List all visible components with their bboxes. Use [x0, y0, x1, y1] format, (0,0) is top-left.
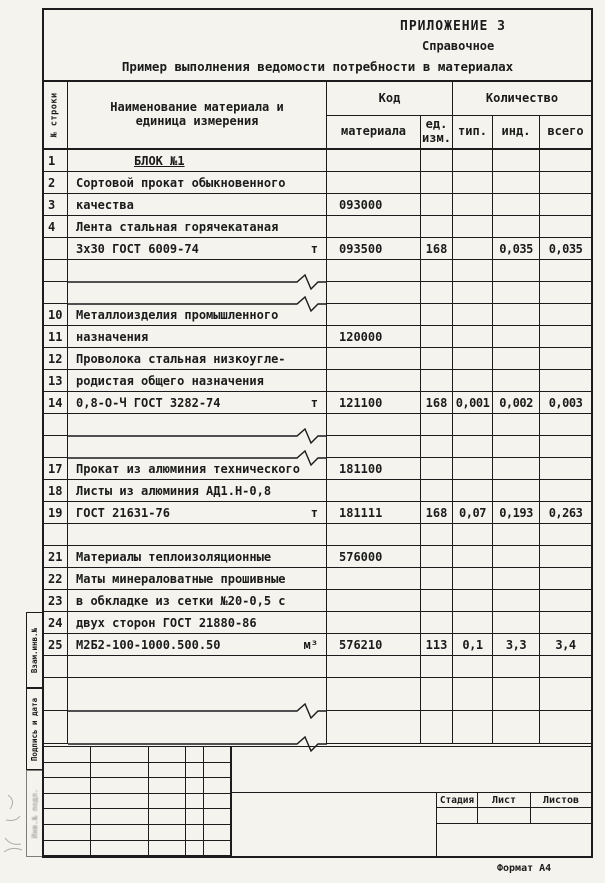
stamp-grid-cell — [149, 825, 186, 841]
stamp-grid-cell — [186, 794, 204, 810]
stamp-grid-cell — [44, 763, 91, 779]
scan-noise-marks — [2, 790, 28, 860]
unit-code-cell: 113 — [421, 634, 453, 656]
material-code-cell — [327, 216, 421, 238]
column-header-row-number: № строки — [44, 82, 68, 150]
qty-typical-cell — [453, 678, 493, 711]
stamp-stage-header: Стадия — [436, 792, 478, 808]
qty-total-cell — [540, 282, 591, 304]
row-number-cell: 23 — [44, 590, 68, 612]
qty-typical-cell — [453, 216, 493, 238]
stamp-grid-cell — [204, 794, 231, 810]
qty-total-cell — [540, 711, 591, 744]
material-code-cell: 181111 — [327, 502, 421, 524]
qty-total-cell — [540, 590, 591, 612]
material-code-cell: 120000 — [327, 326, 421, 348]
row-number-cell: 24 — [44, 612, 68, 634]
table-break-mark — [68, 414, 327, 436]
stamp-grid-cell — [149, 778, 186, 794]
qty-individual-cell — [493, 282, 540, 304]
material-name-cell — [68, 392, 327, 414]
material-name-cell — [68, 524, 327, 546]
material-name-cell — [68, 656, 327, 678]
qty-typical-cell — [453, 524, 493, 546]
unit-code-cell — [421, 590, 453, 612]
material-name-cell — [68, 568, 327, 590]
material-name-text: 3х30 ГОСТ 6009-74 — [76, 241, 199, 256]
qty-total-cell — [540, 348, 591, 370]
qty-individual-cell — [493, 480, 540, 502]
material-name-text: Сортовой прокат обыкновенного — [76, 175, 286, 190]
stamp-grid-cell — [44, 809, 91, 825]
unit-code-cell — [421, 304, 453, 326]
unit-code-cell: 168 — [421, 392, 453, 414]
material-name-cell — [68, 348, 327, 370]
table-break-mark — [68, 678, 327, 711]
unit-code-cell: 168 — [421, 502, 453, 524]
stamp-grid-cell — [91, 825, 149, 841]
material-code-cell — [327, 172, 421, 194]
qty-individual-cell — [493, 150, 540, 172]
table-break-mark — [68, 282, 327, 304]
unit-code-cell — [421, 150, 453, 172]
row-number-cell — [44, 436, 68, 458]
column-header-material-code: материала — [327, 116, 421, 150]
row-number-cell — [44, 656, 68, 678]
material-code-cell: 576210 — [327, 634, 421, 656]
stamp-grid-cell — [186, 747, 204, 763]
stamp-grid-cell — [44, 825, 91, 841]
material-name-cell — [68, 612, 327, 634]
unit-code-cell — [421, 612, 453, 634]
unit-code-cell — [421, 546, 453, 568]
qty-total-cell — [540, 546, 591, 568]
unit-code-cell — [421, 656, 453, 678]
qty-total-cell — [540, 480, 591, 502]
qty-typical-cell — [453, 711, 493, 744]
qty-individual-cell — [493, 678, 540, 711]
stamp-grid-cell — [91, 778, 149, 794]
material-code-cell — [327, 260, 421, 282]
document-header — [44, 10, 591, 80]
qty-total-cell — [540, 260, 591, 282]
table-break-mark — [68, 436, 327, 458]
qty-individual-cell — [493, 326, 540, 348]
margin-box-inv-podl — [26, 770, 43, 857]
unit-code-cell — [421, 194, 453, 216]
document-frame — [42, 8, 593, 858]
row-number-cell: 4 — [44, 216, 68, 238]
stamp-grid-cell — [91, 763, 149, 779]
material-name-text: 0,8-О-Ч ГОСТ 3282-74 — [76, 395, 221, 410]
stamp-grid-cell — [149, 763, 186, 779]
qty-total-cell — [540, 304, 591, 326]
qty-individual-cell — [493, 458, 540, 480]
stamp-grid-cell — [204, 778, 231, 794]
unit-code-cell — [421, 326, 453, 348]
row-number-cell — [44, 524, 68, 546]
material-name-text: М2Б2-100-1000.500.50 — [76, 637, 221, 652]
column-header-individual: инд. — [493, 116, 540, 150]
material-code-cell — [327, 678, 421, 711]
qty-typical-cell — [453, 260, 493, 282]
format-note: Формат А4 — [497, 863, 552, 874]
material-code-cell — [327, 370, 421, 392]
unit-code-cell: 168 — [421, 238, 453, 260]
unit-code-cell — [421, 216, 453, 238]
qty-typical-cell: 0,1 — [453, 634, 493, 656]
material-name-cell — [68, 150, 327, 172]
materials-table — [44, 80, 591, 744]
stamp-grid-cell — [44, 841, 91, 857]
material-name-cell — [68, 238, 327, 260]
table-break-mark — [68, 260, 327, 282]
qty-typical-cell — [453, 480, 493, 502]
row-number-cell: 12 — [44, 348, 68, 370]
qty-typical-cell — [453, 370, 493, 392]
stamp-grid-cell — [204, 825, 231, 841]
material-code-cell: 093000 — [327, 194, 421, 216]
unit-code-cell — [421, 458, 453, 480]
material-name-text: родистая общего назначения — [76, 373, 264, 388]
row-number-cell: 3 — [44, 194, 68, 216]
stamp-grid-cell — [44, 747, 91, 763]
material-name-cell — [68, 370, 327, 392]
material-name-cell — [68, 326, 327, 348]
qty-typical-cell — [453, 568, 493, 590]
qty-typical-cell — [453, 172, 493, 194]
material-code-cell — [327, 590, 421, 612]
column-header-unit-code: ед. изм. — [421, 116, 453, 150]
material-code-cell — [327, 436, 421, 458]
qty-individual-cell: 0,193 — [493, 502, 540, 524]
row-number-cell — [44, 238, 68, 260]
material-code-cell — [327, 480, 421, 502]
qty-individual-cell — [493, 711, 540, 744]
margin-label-vzam-inv: Взам.инв.№ — [30, 627, 39, 673]
unit-code-cell — [421, 282, 453, 304]
qty-typical-cell — [453, 458, 493, 480]
stamp-document-cell — [231, 747, 591, 793]
row-number-cell: 10 — [44, 304, 68, 326]
unit-code-cell — [421, 568, 453, 590]
unit-code-cell — [421, 370, 453, 392]
qty-individual-cell: 0,035 — [493, 238, 540, 260]
column-header-material-name: Наименование материала и единица измерения — [68, 82, 327, 150]
material-code-cell: 576000 — [327, 546, 421, 568]
material-name-text: в обкладке из сетки №20-0,5 с — [76, 593, 286, 608]
qty-total-cell — [540, 150, 591, 172]
qty-individual-cell — [493, 590, 540, 612]
qty-total-cell — [540, 370, 591, 392]
qty-total-cell: 0,003 — [540, 392, 591, 414]
qty-total-cell — [540, 678, 591, 711]
material-name-cell — [68, 172, 327, 194]
margin-label-inv-podl: Инв.№ подл. — [30, 788, 40, 839]
stamp-grid-cell — [91, 747, 149, 763]
qty-individual-cell — [493, 370, 540, 392]
stamp-grid-cell — [186, 778, 204, 794]
qty-total-cell — [540, 216, 591, 238]
stamp-grid-cell — [204, 747, 231, 763]
column-header-total: всего — [540, 116, 591, 150]
qty-typical-cell — [453, 436, 493, 458]
row-number-cell: 21 — [44, 546, 68, 568]
unit-code-cell — [421, 414, 453, 436]
qty-total-cell — [540, 436, 591, 458]
material-name-text: назначения — [76, 329, 149, 344]
material-name-text: Металлоизделия промышленного — [76, 307, 279, 322]
qty-individual-cell — [493, 304, 540, 326]
material-name-cell — [68, 216, 327, 238]
qty-typical-cell — [453, 590, 493, 612]
row-number-cell — [44, 260, 68, 282]
material-name-cell — [68, 546, 327, 568]
qty-typical-cell — [453, 150, 493, 172]
column-group-header-code: Код — [327, 82, 453, 116]
material-name-text: Прокат из алюминия технического — [76, 461, 300, 476]
qty-total-cell: 0,035 — [540, 238, 591, 260]
row-number-cell: 19 — [44, 502, 68, 524]
stamp-organization-cell — [436, 823, 591, 857]
material-code-cell — [327, 612, 421, 634]
material-code-cell: 181100 — [327, 458, 421, 480]
material-name-text: двух сторон ГОСТ 21880-86 — [76, 615, 257, 630]
qty-typical-cell: 0,001 — [453, 392, 493, 414]
row-number-cell — [44, 678, 68, 711]
material-name-text: Маты минераловатные прошивные — [76, 571, 286, 586]
material-code-cell: 093500 — [327, 238, 421, 260]
material-name-cell — [68, 480, 327, 502]
material-name-cell — [68, 502, 327, 524]
qty-total-cell — [540, 656, 591, 678]
material-code-cell — [327, 304, 421, 326]
measure-unit-text: т — [310, 241, 318, 256]
appendix-label: ПРИЛОЖЕНИЕ 3 — [400, 19, 506, 34]
qty-typical-cell — [453, 612, 493, 634]
title-block-stamp — [44, 746, 591, 856]
qty-individual-cell: 3,3 — [493, 634, 540, 656]
qty-individual-cell — [493, 260, 540, 282]
qty-typical-cell — [453, 194, 493, 216]
material-code-cell: 121100 — [327, 392, 421, 414]
row-number-cell: 25 — [44, 634, 68, 656]
qty-typical-cell — [453, 546, 493, 568]
stamp-grid-cell — [149, 809, 186, 825]
measure-unit-text: м³ — [303, 637, 318, 652]
stamp-grid-cell — [204, 763, 231, 779]
stamp-grid-cell — [204, 841, 231, 857]
stamp-sheet-value — [477, 807, 531, 824]
row-number-cell: 13 — [44, 370, 68, 392]
measure-unit-text: т — [310, 395, 318, 410]
stamp-grid-cell — [186, 809, 204, 825]
material-code-cell — [327, 524, 421, 546]
stamp-grid-cell — [186, 763, 204, 779]
stamp-grid-cell — [204, 809, 231, 825]
stamp-grid-cell — [44, 794, 91, 810]
qty-individual-cell — [493, 172, 540, 194]
qty-typical-cell — [453, 656, 493, 678]
row-number-cell: 11 — [44, 326, 68, 348]
qty-typical-cell — [453, 238, 493, 260]
material-code-cell — [327, 568, 421, 590]
unit-code-cell — [421, 172, 453, 194]
qty-total-cell — [540, 524, 591, 546]
unit-code-cell — [421, 524, 453, 546]
qty-typical-cell — [453, 282, 493, 304]
stamp-sheet-header: Лист — [477, 792, 531, 808]
stamp-signature-grid — [44, 747, 232, 857]
stamp-sheets-header: Листов — [530, 792, 591, 808]
row-number-cell: 18 — [44, 480, 68, 502]
stamp-grid-cell — [186, 841, 204, 857]
table-break-mark — [68, 711, 327, 744]
stamp-grid-cell — [91, 794, 149, 810]
appendix-subtitle: Справочное — [422, 39, 495, 53]
qty-individual-cell — [493, 524, 540, 546]
row-number-cell: 14 — [44, 392, 68, 414]
margin-box-vzam-inv — [26, 612, 43, 688]
qty-typical-cell — [453, 304, 493, 326]
row-number-cell — [44, 414, 68, 436]
unit-code-cell — [421, 678, 453, 711]
stamp-grid-cell — [44, 778, 91, 794]
qty-total-cell — [540, 326, 591, 348]
stamp-middle-cell — [231, 792, 437, 857]
material-name-text: качества — [76, 197, 134, 212]
row-number-cell — [44, 711, 68, 744]
unit-code-cell — [421, 436, 453, 458]
stamp-grid-cell — [91, 841, 149, 857]
qty-individual-cell — [493, 348, 540, 370]
stamp-grid-cell — [149, 794, 186, 810]
qty-individual-cell — [493, 216, 540, 238]
unit-code-cell — [421, 711, 453, 744]
qty-total-cell — [540, 194, 591, 216]
material-name-text: Материалы теплоизоляционные — [76, 549, 272, 564]
qty-total-cell — [540, 568, 591, 590]
unit-code-cell — [421, 348, 453, 370]
qty-total-cell — [540, 612, 591, 634]
unit-code-cell — [421, 480, 453, 502]
qty-individual-cell — [493, 656, 540, 678]
material-code-cell — [327, 414, 421, 436]
stamp-grid-cell — [91, 809, 149, 825]
qty-individual-cell — [493, 568, 540, 590]
qty-typical-cell: 0,07 — [453, 502, 493, 524]
material-name-text: Лента стальная горячекатаная — [76, 219, 279, 234]
qty-total-cell: 0,263 — [540, 502, 591, 524]
column-header-typical: тип. — [453, 116, 493, 150]
margin-box-podpis-data — [26, 688, 43, 770]
material-name-cell — [68, 194, 327, 216]
row-number-cell: 2 — [44, 172, 68, 194]
material-name-text: ГОСТ 21631-76 — [76, 505, 170, 520]
document-title: Пример выполнения ведомости потребности в материалах — [121, 59, 514, 74]
qty-individual-cell — [493, 546, 540, 568]
column-group-header-quantity: Количество — [453, 82, 591, 116]
material-name-cell — [68, 634, 327, 656]
row-number-cell — [44, 282, 68, 304]
material-code-cell — [327, 711, 421, 744]
stamp-grid-cell — [186, 825, 204, 841]
material-name-cell — [68, 590, 327, 612]
material-name-text: Проволока стальная низкоугле- — [76, 351, 286, 366]
stamp-grid-cell — [149, 747, 186, 763]
material-code-cell — [327, 282, 421, 304]
row-number-cell: 17 — [44, 458, 68, 480]
qty-total-cell — [540, 414, 591, 436]
row-number-cell: 1 — [44, 150, 68, 172]
qty-individual-cell — [493, 194, 540, 216]
row-number-cell: 22 — [44, 568, 68, 590]
unit-code-cell — [421, 260, 453, 282]
qty-typical-cell — [453, 326, 493, 348]
qty-typical-cell — [453, 348, 493, 370]
qty-typical-cell — [453, 414, 493, 436]
qty-individual-cell: 0,002 — [493, 392, 540, 414]
qty-individual-cell — [493, 612, 540, 634]
stamp-grid-cell — [149, 841, 186, 857]
material-code-cell — [327, 348, 421, 370]
measure-unit-text: т — [310, 505, 318, 520]
stamp-sheets-value — [530, 807, 591, 824]
margin-label-podpis-data: Подпись и дата — [30, 697, 39, 761]
qty-individual-cell — [493, 414, 540, 436]
material-name-text: Листы из алюминия АД1.Н-0,8 — [76, 483, 272, 498]
qty-total-cell — [540, 172, 591, 194]
qty-total-cell: 3,4 — [540, 634, 591, 656]
material-code-cell — [327, 150, 421, 172]
stamp-stage-value — [436, 807, 478, 824]
material-code-cell — [327, 656, 421, 678]
qty-total-cell — [540, 458, 591, 480]
qty-individual-cell — [493, 436, 540, 458]
material-name-text: БЛОК №1 — [134, 153, 185, 168]
